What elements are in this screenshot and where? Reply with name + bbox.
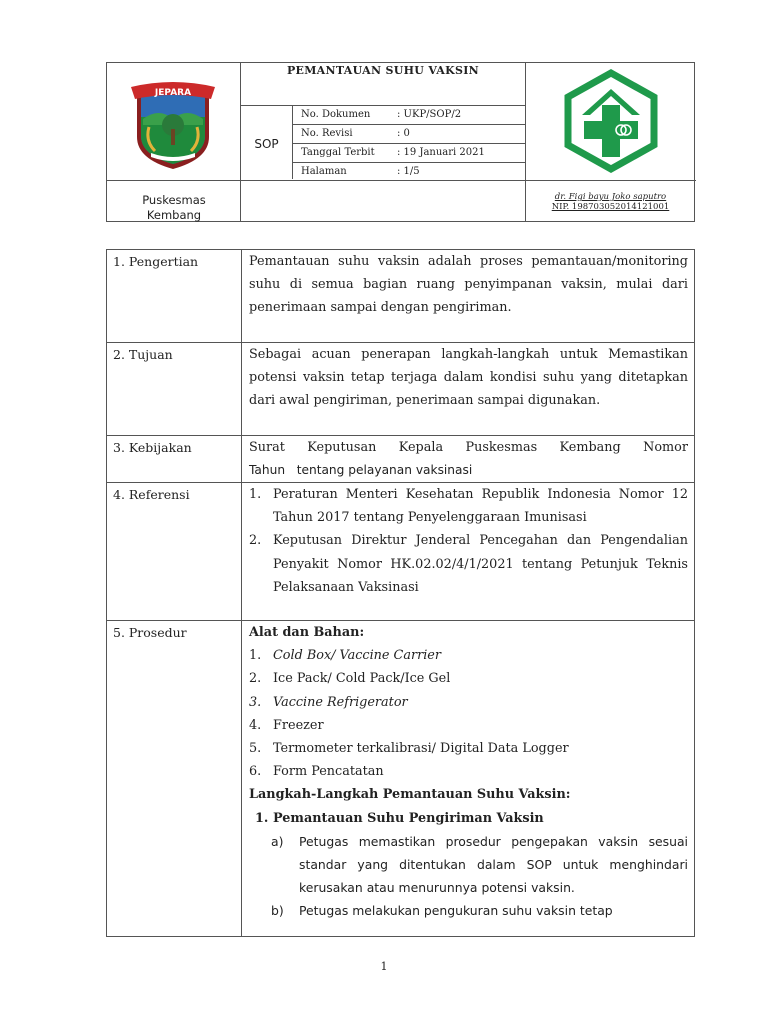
list-number: 6. — [249, 764, 262, 780]
kebijakan-line: Surat Keputusan Kepala Puskesmas Kembang Nomor — [249, 440, 688, 455]
sub-item-letter: b) — [271, 903, 284, 919]
section-label: 2. Tujuan — [113, 347, 173, 362]
list-text: Termometer terkalibrasi/ Digital Data Logger — [273, 741, 569, 757]
section-label: 5. Prosedur — [113, 625, 187, 640]
langkah-heading: Langkah-Langkah Pemantauan Suhu Vaksin: — [249, 787, 571, 803]
doc-info-value: : UKP/SOP/2 — [397, 109, 462, 120]
section-label: 1. Pengertian — [113, 254, 199, 269]
signer-block — [525, 181, 696, 223]
doc-info-value: : 19 Januari 2021 — [397, 147, 485, 158]
doc-info-value: : 0 — [397, 128, 410, 139]
list-text: Cold Box/ Vaccine Carrier — [273, 648, 441, 664]
section-text: Sebagai acuan penerapan langkah-langkah untuk Memastikan potensi vaksin tetap terjaga dalam kondisi suhu yang ditetapkan dari awal pengiriman, penerimaan sampai digunakan. — [249, 347, 688, 409]
sub-item-text: Petugas memastikan prosedur pengepakan vaksin sesuai standar yang ditentukan dalam SOP untuk menghindari kerusakan atau menurunnya potensi vaksin. — [299, 833, 688, 896]
list-text: Form Pencatatan — [273, 764, 384, 780]
list-number: 4. — [249, 717, 262, 733]
section-label: 3. Kebijakan — [113, 440, 192, 455]
puskesmas-name — [107, 181, 241, 223]
step-number: 1. — [255, 810, 269, 826]
doc-info-value: : 1/5 — [397, 166, 420, 177]
sop-header-table — [106, 62, 695, 222]
sub-item — [249, 830, 688, 900]
kebijakan-line: Tahun tentang pelayanan vaksinasi — [249, 463, 473, 478]
sub-item — [249, 899, 688, 922]
section-text: Pemantauan suhu vaksin adalah proses pemantauan/monitoring suhu di semua bagian ruang penyimpanan vaksin, mulai dari penerimaan sampai dengan pengiriman. — [249, 254, 688, 316]
document-title: PEMANTAUAN SUHU VAKSIN — [286, 64, 480, 77]
list-item — [249, 691, 688, 714]
section-row-prosedur — [107, 621, 694, 936]
doc-info-key: Tanggal Terbit — [301, 147, 375, 158]
section-label: 4. Referensi — [113, 487, 190, 502]
signer-name: dr. Figi bayu Joko saputro — [554, 192, 667, 202]
puskesmas-line: Kembang — [146, 208, 202, 222]
jepara-emblem-logo — [129, 79, 217, 171]
list-number: 1. — [249, 487, 262, 502]
referensi-list — [249, 483, 688, 599]
prosedur-content — [249, 621, 688, 923]
list-item — [249, 644, 688, 667]
doc-info-row — [293, 143, 525, 162]
doc-info-row — [293, 105, 525, 124]
list-item — [249, 483, 688, 529]
list-text: Keputusan Direktur Jenderal Pencegahan dan Pengendalian Penyakit Nomor HK.02.02/4/1/2021 tentang Petunjuk Teknis Pelaksanaan Vaksinasi — [273, 533, 688, 595]
sub-item-text: Petugas melakukan pengukuran suhu vaksin tetap — [299, 903, 613, 919]
list-item — [249, 714, 688, 737]
puskesmas-logo — [562, 69, 660, 173]
list-item — [249, 737, 688, 760]
puskesmas-line: Puskesmas — [142, 193, 206, 207]
section-text — [249, 436, 688, 482]
step-title — [249, 807, 688, 830]
jepara-logo-text: JEPARA — [154, 88, 192, 98]
list-number: 1. — [249, 648, 262, 664]
list-number: 5. — [249, 741, 262, 757]
list-item — [249, 760, 688, 783]
section-row-referensi — [107, 483, 694, 621]
step-title-text: Pemantauan Suhu Pengiriman Vaksin — [273, 810, 544, 826]
list-number: 2. — [249, 671, 262, 687]
doc-info-row — [293, 162, 525, 181]
sub-item-letter: a) — [271, 833, 284, 849]
list-number: 2. — [249, 533, 262, 549]
section-row-tujuan — [107, 343, 694, 436]
list-text: Freezer — [273, 717, 324, 733]
page-number: 1 — [380, 960, 388, 973]
signer-nip: NIP. 198703052014121001 — [551, 202, 670, 212]
sop-content-table — [106, 249, 695, 937]
sop-label: SOP — [254, 137, 279, 151]
doc-info-key: Halaman — [301, 166, 347, 177]
alat-heading: Alat dan Bahan: — [249, 625, 365, 640]
list-item — [249, 529, 688, 599]
list-number: 3. — [249, 694, 262, 710]
section-row-pengertian — [107, 250, 694, 343]
list-text: Ice Pack/ Cold Pack/Ice Gel — [273, 671, 451, 687]
doc-info-key: No. Revisi — [301, 128, 353, 139]
list-text: Peraturan Menteri Kesehatan Republik Indonesia Nomor 12 Tahun 2017 tentang Penyelenggaraan Imunisasi — [273, 487, 688, 526]
list-item — [249, 667, 688, 690]
doc-info-row — [293, 124, 525, 143]
section-row-kebijakan — [107, 436, 694, 483]
list-text: Vaccine Refrigerator — [273, 694, 408, 710]
doc-info-key: No. Dokumen — [301, 109, 371, 120]
